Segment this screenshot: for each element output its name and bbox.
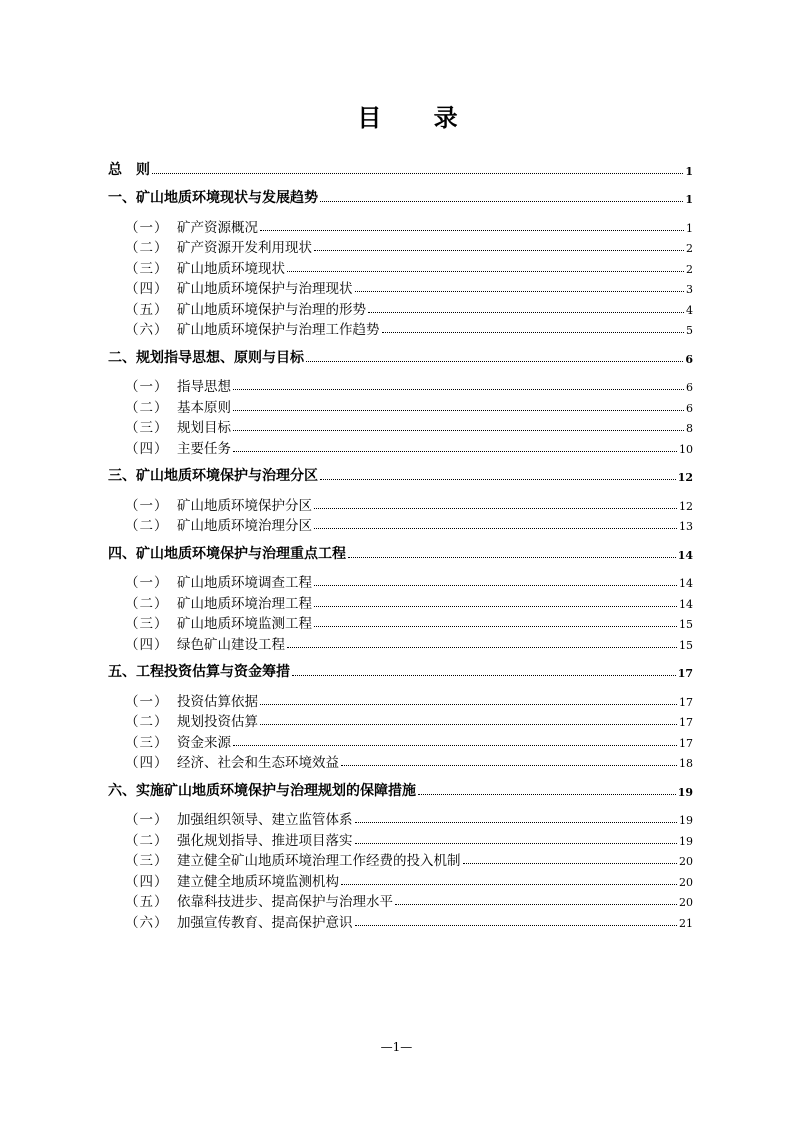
dot-leader xyxy=(314,528,677,529)
toc-entry-page: 19 xyxy=(679,834,693,848)
toc-entry-title: 规划投资估算 xyxy=(177,714,258,730)
toc-entry-page: 10 xyxy=(679,442,693,456)
dot-leader xyxy=(287,271,684,272)
toc-entry-page: 15 xyxy=(679,618,693,631)
toc-entry-number: （五） xyxy=(125,894,169,910)
toc-entry-page: 6 xyxy=(686,381,693,394)
toc-section-entry[interactable] xyxy=(108,910,693,931)
toc-section-entry[interactable] xyxy=(108,514,693,535)
toc-entry-page: 17 xyxy=(677,667,693,680)
toc-entry-page: 17 xyxy=(679,716,693,729)
toc-entry-title: 规划目标 xyxy=(177,420,231,436)
toc-entry-page: 20 xyxy=(679,855,693,868)
dot-leader xyxy=(418,794,676,795)
dot-leader xyxy=(314,508,677,509)
toc-entry-page: 20 xyxy=(679,896,693,909)
toc-section-entry[interactable] xyxy=(108,493,693,514)
toc-entry-number: （六） xyxy=(125,914,169,931)
dot-leader xyxy=(233,430,684,431)
toc-entry-page: 12 xyxy=(677,471,693,484)
toc-section-entry[interactable] xyxy=(108,297,693,318)
dot-leader xyxy=(348,557,676,558)
toc-entry-page: 1 xyxy=(685,164,693,178)
toc-entry-page: 1 xyxy=(685,193,693,206)
toc-entry-number: （二） xyxy=(125,832,169,849)
toc-entry-title: 加强宣传教育、提高保护意识 xyxy=(177,914,353,931)
toc-chapter-entry[interactable] xyxy=(108,661,693,682)
toc-entry-page: 5 xyxy=(686,324,693,337)
dot-leader xyxy=(233,410,684,411)
dot-leader xyxy=(306,361,683,362)
dot-leader xyxy=(463,863,678,864)
toc-entry-number: （一） xyxy=(125,497,169,514)
toc-entry-number: （四） xyxy=(125,440,169,457)
toc-section-entry[interactable] xyxy=(108,632,693,653)
toc-section-entry[interactable] xyxy=(108,318,693,339)
dot-leader xyxy=(260,230,684,231)
dot-leader xyxy=(355,291,685,292)
toc-entry-number: （一） xyxy=(125,219,169,236)
toc-entry-page: 21 xyxy=(679,916,693,930)
toc-section-entry[interactable] xyxy=(108,849,693,870)
toc-entry-number: （二） xyxy=(125,518,169,534)
toc-section-entry[interactable] xyxy=(108,375,693,396)
dot-leader xyxy=(355,822,678,823)
dot-leader xyxy=(314,250,684,251)
dot-leader xyxy=(233,389,684,390)
toc-entry-title: 矿山地质环境保护分区 xyxy=(177,497,312,514)
dot-leader xyxy=(382,332,685,333)
toc-entry-page: 14 xyxy=(677,548,693,562)
toc-entry-title: 绿色矿山建设工程 xyxy=(177,636,285,653)
toc-entry-title: 四、矿山地质环境保护与治理重点工程 xyxy=(108,545,346,562)
toc-entry-page: 18 xyxy=(679,757,693,770)
dot-leader xyxy=(314,585,677,586)
toc-chapter-entry[interactable] xyxy=(108,346,693,367)
toc-entry-title: 经济、社会和生态环境效益 xyxy=(177,755,339,771)
dot-leader xyxy=(152,173,683,174)
page-number-footer: —1— xyxy=(380,1040,413,1054)
toc-entry-title: 矿山地质环境保护与治理工作趋势 xyxy=(177,322,380,338)
dot-leader xyxy=(260,704,677,705)
dot-leader xyxy=(320,201,683,202)
toc-entry-number: （二） xyxy=(125,714,169,730)
toc-section-entry[interactable] xyxy=(108,436,693,457)
toc-entry-title: 资金来源 xyxy=(177,734,231,751)
toc-entry-number: （三） xyxy=(125,420,169,436)
toc-section-entry[interactable] xyxy=(108,730,693,751)
toc-section-entry[interactable] xyxy=(108,612,693,633)
toc-entry-page: 19 xyxy=(679,814,693,827)
toc-chapter-entry[interactable] xyxy=(108,158,693,179)
toc-entry-title: 二、规划指导思想、原则与目标 xyxy=(108,349,304,366)
toc-entry-page: 14 xyxy=(679,597,693,611)
toc-entry-title: 指导思想 xyxy=(177,379,231,395)
toc-entry-page: 6 xyxy=(686,401,693,415)
toc-entry-title: 一、矿山地质环境现状与发展趋势 xyxy=(108,190,318,206)
toc-entry-title: 五、工程投资估算与资金筹措 xyxy=(108,664,290,680)
toc-entry-page: 13 xyxy=(679,520,693,533)
toc-entry-title: 依靠科技进步、提高保护与治理水平 xyxy=(177,894,393,910)
toc-entry-number: （一） xyxy=(125,693,169,710)
dot-leader xyxy=(260,724,677,725)
dot-leader xyxy=(292,675,676,676)
dot-leader xyxy=(355,925,678,926)
page-title: 目 录 xyxy=(357,104,480,132)
toc-entry-number: （二） xyxy=(125,240,169,256)
toc-entry-page: 12 xyxy=(679,499,693,513)
toc-entry-number: （一） xyxy=(125,575,169,591)
toc-entry-page: 17 xyxy=(679,695,693,709)
toc-section-entry[interactable] xyxy=(108,591,693,612)
toc-entry-number: （四） xyxy=(125,281,169,297)
toc-section-entry[interactable] xyxy=(108,416,693,437)
toc-entry-title: 矿山地质环境保护与治理的形势 xyxy=(177,301,366,318)
dot-leader xyxy=(355,843,678,844)
toc-section-entry[interactable] xyxy=(108,751,693,772)
toc-entry-number: （一） xyxy=(125,812,169,828)
dot-leader xyxy=(233,745,677,746)
toc-entry-title: 主要任务 xyxy=(177,440,231,457)
toc-chapter-entry[interactable] xyxy=(108,465,693,486)
toc-section-entry[interactable] xyxy=(108,256,693,277)
toc-entry-number: （五） xyxy=(125,301,169,318)
toc-entry-title: 三、矿山地质环境保护与治理分区 xyxy=(108,468,318,484)
toc-chapter-entry[interactable] xyxy=(108,542,693,563)
dot-leader xyxy=(314,626,677,627)
toc-entry-page: 6 xyxy=(685,352,693,366)
dot-leader xyxy=(314,606,677,607)
toc-entry-page: 2 xyxy=(686,242,693,255)
toc-entry-number: （一） xyxy=(125,379,169,395)
toc-entry-number: （三） xyxy=(125,616,169,632)
toc-entry-title: 矿山地质环境调查工程 xyxy=(177,575,312,591)
dot-leader xyxy=(320,479,676,480)
toc-section-entry[interactable] xyxy=(108,710,693,731)
toc-entry-title: 矿产资源概况 xyxy=(177,219,258,236)
toc-entry-number: （三） xyxy=(125,734,169,751)
toc-entry-title: 投资估算依据 xyxy=(177,693,258,710)
toc-entry-page: 14 xyxy=(679,577,693,590)
toc-entry-title: 建立健全地质环境监测机构 xyxy=(177,873,339,890)
toc-entry-page: 1 xyxy=(686,221,693,235)
toc-entry-number: （三） xyxy=(125,260,169,277)
dot-leader xyxy=(395,904,677,905)
toc-entry-number: （四） xyxy=(125,755,169,771)
toc-section-entry[interactable] xyxy=(108,215,693,236)
toc-entry-title: 矿山地质环境现状 xyxy=(177,260,285,277)
dot-leader xyxy=(368,312,684,313)
toc-section-entry[interactable] xyxy=(108,277,693,298)
toc-entry-number: （六） xyxy=(125,322,169,338)
toc-entry-page: 2 xyxy=(686,262,693,276)
toc-entry-number: （三） xyxy=(125,853,169,869)
toc-entry-number: （四） xyxy=(125,636,169,653)
dot-leader xyxy=(341,884,677,885)
toc-entry-number: （四） xyxy=(125,873,169,890)
toc-section-entry[interactable] xyxy=(108,571,693,592)
toc-section-entry[interactable] xyxy=(108,236,693,257)
dot-leader xyxy=(287,647,677,648)
toc-entry-title: 矿山地质环境监测工程 xyxy=(177,616,312,632)
toc-section-entry[interactable] xyxy=(108,395,693,416)
toc-entry-number: （二） xyxy=(125,399,169,416)
toc-entry-page: 3 xyxy=(686,283,693,296)
toc-chapter-entry[interactable] xyxy=(108,779,693,800)
toc-entry-number: （二） xyxy=(125,595,169,612)
toc-entry-title: 加强组织领导、建立监管体系 xyxy=(177,812,353,828)
toc-entry-page: 15 xyxy=(679,638,693,652)
toc-section-entry[interactable] xyxy=(108,890,693,911)
toc-entry-title: 建立健全矿山地质环境治理工作经费的投入机制 xyxy=(177,853,461,869)
toc-entry-title: 强化规划指导、推进项目落实 xyxy=(177,832,353,849)
toc-entry-title: 矿山地质环境治理工程 xyxy=(177,595,312,612)
toc-entry-page: 20 xyxy=(679,875,693,889)
toc-entry-title: 矿山地质环境治理分区 xyxy=(177,518,312,534)
toc-section-entry[interactable] xyxy=(108,808,693,829)
dot-leader xyxy=(233,451,677,452)
toc-section-entry[interactable] xyxy=(108,689,693,710)
table-of-contents xyxy=(108,158,693,931)
toc-entry-title: 总 则 xyxy=(108,161,150,178)
toc-entry-page: 19 xyxy=(677,785,693,799)
toc-chapter-entry[interactable] xyxy=(108,187,693,208)
toc-entry-title: 矿产资源开发利用现状 xyxy=(177,240,312,256)
toc-entry-title: 基本原则 xyxy=(177,399,231,416)
toc-entry-title: 六、实施矿山地质环境保护与治理规划的保障措施 xyxy=(108,782,416,799)
toc-entry-page: 4 xyxy=(686,303,693,317)
toc-section-entry[interactable] xyxy=(108,828,693,849)
toc-section-entry[interactable] xyxy=(108,869,693,890)
toc-entry-title: 矿山地质环境保护与治理现状 xyxy=(177,281,353,297)
toc-entry-page: 8 xyxy=(686,422,693,435)
dot-leader xyxy=(341,765,677,766)
toc-entry-page: 17 xyxy=(679,736,693,750)
